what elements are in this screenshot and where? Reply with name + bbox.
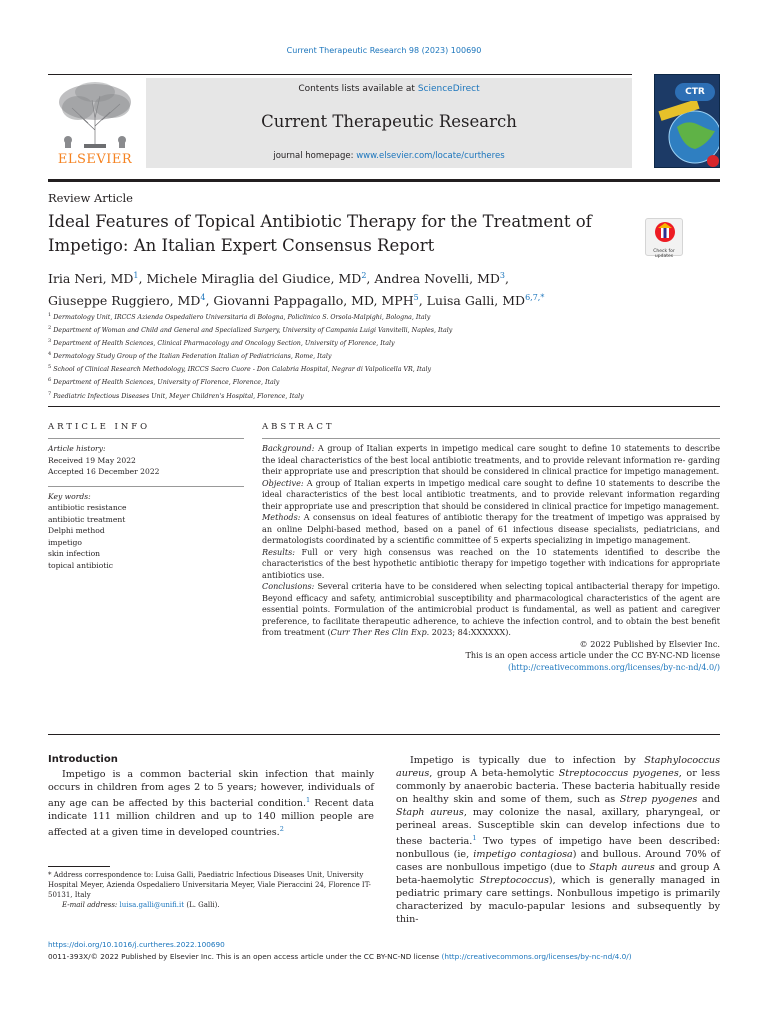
crossmark-icon <box>646 219 684 245</box>
body-text: Two types of impetigo have been described: nonbullous (ie, <box>396 836 720 861</box>
journal-homepage-link[interactable]: www.elsevier.com/locate/curtheres <box>356 151 505 161</box>
doi-link[interactable]: https://doi.org/10.1016/j.curtheres.2022.100690 <box>48 940 225 949</box>
contents-line <box>146 84 632 94</box>
abstract-methods <box>262 512 720 547</box>
footer-license-link[interactable]: (http://creativecommons.org/licenses/by-nc-nd/4.0/) <box>441 952 632 961</box>
section-text: Several criteria have to be considered when selecting topical antibacterial therapy for impetigo. Beyond efficacy and safety, antimicrobial susceptibility and pharmacological characteristics of the agent are essential points. Formulation of the antimicrobial product is fundamental, as well as patient and caregiver preference, to facilitate therapeutic adherence, to achieve the infection control, and to obtain the best benefit from treatment ( <box>262 581 721 637</box>
affiliation-number: 7 <box>48 390 52 397</box>
body-text: , group A beta-hemolytic <box>429 768 559 779</box>
header-bottom-rule <box>48 179 720 182</box>
body-text: Impetigo is a common bacterial skin infection that mainly occurs in children from ages 2 to 5 years; however, individuals of any age can be affected by this bacterial condition. <box>48 769 374 810</box>
keyword-item: skin infection <box>48 549 101 558</box>
section-text: A group of Italian experts in impetigo medical care sought to define 10 statements to describe the ideal characteristics of the best local antibiotic treatments, and to provide relevant information regarding their appropriate use and prescription that should be considered in clinical practice for impetigo management. <box>262 477 720 511</box>
affiliation-number: 1 <box>48 312 52 318</box>
open-access-line: This is an open access article under the CC BY-NC-ND license <box>465 650 720 660</box>
abstract-background <box>262 443 720 478</box>
body-column-left <box>48 768 374 839</box>
author-list <box>48 266 688 310</box>
affiliation-text: Dermatology Study Group of the Italian Federation Italian of Pediatricians, Rome, Italy <box>53 353 332 361</box>
check-for-updates-button[interactable] <box>645 218 683 259</box>
reference-link[interactable]: 2 <box>279 825 284 834</box>
body-column-right <box>396 754 720 926</box>
author-separator: , <box>505 271 509 287</box>
author-0 <box>48 271 146 286</box>
author-separator: , <box>366 271 375 287</box>
license-text: 0011-393X/© 2022 Published by Elsevier Inc. This is an open access article under the CC BY-NC-ND license <box>48 952 442 961</box>
author-1 <box>146 271 374 286</box>
article-info-panel <box>48 436 244 571</box>
author-name: Iria Neri, MD <box>48 271 134 287</box>
affiliation-text: Department of Health Sciences, Clinical Pharmacology and Oncology Section, University of Florence, Italy <box>53 340 395 348</box>
species-name: Staph aureus <box>396 807 464 818</box>
author-name: Michele Miraglia del Giudice, MD <box>146 271 362 287</box>
keywords-label: Key words: <box>48 491 91 501</box>
correspondence-footnote <box>48 870 374 910</box>
journal-cover-image <box>654 74 720 168</box>
correspondence-address: * Address correspondence to: Luisa Galli, Paediatric Infectious Diseases Unit, University Hospital Meyer, Azienda Ospedaliero Universitaria Meyer, Viale Pieraccini 24, Florence IT-50131, Italy <box>48 871 371 899</box>
affiliation-number: 5 <box>48 364 52 371</box>
keyword-item: impetigo <box>48 537 82 547</box>
journal-homepage-line <box>146 151 632 161</box>
affiliation-item <box>48 362 720 375</box>
affiliation-item <box>48 323 720 336</box>
species-name: Streptococcus pyogenes <box>558 768 679 779</box>
species-name: Staph aureus <box>589 862 655 874</box>
copyright-line: © 2022 Published by Elsevier Inc. <box>579 638 720 649</box>
license-link-line <box>262 662 720 674</box>
reference-link[interactable]: 1 <box>472 834 477 842</box>
abstract-results <box>262 547 720 582</box>
affiliation-item <box>48 375 720 388</box>
article-title-line-2: Impetigo: An Italian Expert Consensus Report <box>48 236 435 255</box>
affiliation-item <box>48 389 720 402</box>
affiliation-number: 3 <box>48 338 52 345</box>
author-affiliation-ref[interactable]: 2 <box>361 271 367 280</box>
species-name: Strep pyogenes <box>619 794 698 805</box>
crossmark-label: Check for updates <box>653 249 675 259</box>
affiliation-text: Department of Woman and Child and General and Specialized Surgery, University of Campania Luigi Vanvitelli, Naples, Italy <box>53 327 453 335</box>
abstract-rule <box>262 438 720 439</box>
affiliation-text: Dermatology Unit, IRCCS Azienda Ospedaliero Universitaria di Bologna, Policlinico S. Orsola-Malpighi, Bologna, Italy <box>53 314 431 322</box>
accepted-date: Accepted 16 December 2022 <box>48 467 160 476</box>
body-text: , or less commonly by anaerobic bacteria. These bacteria habitually reside on healthy skin and some of them, such as <box>396 768 721 805</box>
section-text: 2023; 84:XXXXXX). <box>429 627 512 637</box>
author-separator: , <box>205 293 214 309</box>
footer-license <box>48 952 728 961</box>
author-affiliation-ref[interactable]: 4 <box>200 293 206 303</box>
correspondence-email <box>48 900 374 910</box>
abstract-objective <box>262 478 720 513</box>
license-link[interactable]: (http://creativecommons.org/licenses/by-nc-nd/4.0/) <box>507 661 720 672</box>
body-text: and <box>697 794 720 805</box>
introduction-heading: Introduction <box>48 754 118 765</box>
species-name: Staphylococcus aureus <box>396 755 720 779</box>
author-affiliation-ref[interactable]: 3 <box>499 271 506 280</box>
article-type: Review Article <box>48 191 133 205</box>
author-3 <box>48 293 213 308</box>
body-text: Impetigo is typically due to infection by <box>410 755 645 766</box>
affiliation-number: 6 <box>48 377 52 384</box>
info-rule <box>48 438 244 439</box>
section-text: A consensus on ideal features of antibiotic therapy for the treatment of impetigo was appraised by an online Delphi-based method, based on a panel of 61 infectious disease specialists, pediatricians, and dermatologists coordinated by a scientific committee of 5 experts specializing in impetigo management. <box>262 512 721 545</box>
author-name: Luisa Galli, MD <box>426 293 526 309</box>
author-2 <box>374 271 509 286</box>
cover-badge: CTR <box>675 83 715 101</box>
keyword-item: Delphi method <box>48 526 105 535</box>
received-date: Received 19 May 2022 <box>48 455 136 465</box>
article-title-line-1: Ideal Features of Topical Antibiotic Therapy for the Treatment of <box>48 212 592 231</box>
abstract-panel <box>262 436 720 673</box>
section-label: Conclusions: <box>262 581 315 591</box>
affiliation-list <box>48 310 720 402</box>
affiliation-item <box>48 310 720 323</box>
keyword-item: antibiotic resistance <box>48 503 127 512</box>
author-5 <box>427 293 545 308</box>
body-paragraph <box>48 768 374 839</box>
journal-citation[interactable]: Current Therapeutic Research 98 (2023) 100690 <box>286 46 482 55</box>
article-history-label: Article history: <box>48 444 106 453</box>
email-label: E-mail address: <box>62 901 118 909</box>
sciencedirect-link[interactable]: ScienceDirect <box>417 84 480 94</box>
affiliation-number: 4 <box>48 351 52 358</box>
term-italic: impetigo contagiosa <box>473 849 573 861</box>
section-text: A group of Italian experts in impetigo medical care sought to define 10 statements to describe the ideal characteristics of the best local antibiotic treatments, and to provide relevant information re- garding their appropriate use and prescription that should be considered in clinical practice for impetigo management. <box>262 443 721 476</box>
author-affiliation-ref[interactable]: 1 <box>133 271 139 280</box>
contents-prefix: Contents lists available at <box>298 84 418 94</box>
section-label: Objective: <box>262 477 304 488</box>
affiliation-number: 2 <box>48 325 52 332</box>
body-paragraph <box>396 754 720 926</box>
author-separator: , <box>418 293 427 309</box>
affiliation-text: Paediatric Infectious Diseases Unit, Meyer Children's Hospital, Florence, Italy <box>53 392 304 400</box>
body-text: , may colonize the nasal, axillary, pharyngeal, or perineal areas. Susceptible skin can develop infections due to these bacteria. <box>396 807 721 848</box>
body-text: ) and bullous. Around 70% of cases are nonbullous impetigo (due to <box>396 849 720 874</box>
info-rule <box>48 486 244 487</box>
species-name: Streptococcus <box>479 875 549 887</box>
email-tail: (L. Galli). <box>184 901 220 909</box>
author-separator: , <box>138 271 147 287</box>
homepage-prefix: journal homepage: <box>273 151 357 161</box>
abstract-conclusions <box>262 581 720 639</box>
affiliation-item <box>48 336 720 349</box>
affiliation-text: School of Clinical Research Methodology, IRCCS Sacro Cuore - Don Calabria Hospital, Negrar di Valpolicella VR, Italy <box>53 366 432 374</box>
section-label: Background: <box>262 443 315 453</box>
body-text: and group A beta-haemolytic <box>396 862 720 887</box>
author-name: Andrea Novelli, MD <box>374 271 500 287</box>
affiliation-text: Department of Health Sciences, University of Florence, Florence, Italy <box>53 379 280 387</box>
author-name: Giuseppe Ruggiero, MD <box>48 293 201 309</box>
keyword-item: topical antibiotic <box>48 560 114 570</box>
affiliation-item <box>48 349 720 362</box>
journal-masthead <box>146 78 632 168</box>
body-text: ), which is generally managed in pediatric primary care settings. Nonbullous impetigo is primarily characterized by maculo-papular lesions and subsequently by thin- <box>396 875 720 926</box>
section-label: Results: <box>262 546 295 557</box>
article-info-heading: ARTICLE INFO <box>48 422 151 432</box>
author-affiliation-ref[interactable]: 6,7,* <box>525 293 545 303</box>
abstract-heading: ABSTRACT <box>262 422 335 432</box>
section-rule <box>48 406 720 407</box>
author-name: Giovanni Pappagallo, MD, MPH <box>213 293 414 309</box>
header-top-rule <box>48 74 632 75</box>
article-title <box>48 210 608 258</box>
publisher-name: ELSEVIER <box>57 152 133 167</box>
body-text: Recent data indicate 111 million children and up to 140 million people are affected at a given time in developed countries. <box>48 798 374 839</box>
author-4 <box>213 293 426 308</box>
journal-title: Current Therapeutic Research <box>261 112 517 131</box>
author-affiliation-ref[interactable]: 5 <box>413 293 419 303</box>
footnote-rule <box>48 866 110 867</box>
section-text: Full or very high consensus was reached on the 10 statements identified to describe the characteristics of the best hypothetic antibiotic therapy for impetigo together with indications for appropriate antibiotics use. <box>262 546 720 580</box>
section-rule <box>48 734 720 735</box>
email-link[interactable]: luisa.galli@unifi.it <box>119 901 185 909</box>
journal-abbrev: Curr Ther Res Clin Exp. <box>330 627 430 637</box>
keyword-item: antibiotic treatment <box>48 514 126 524</box>
reference-link[interactable]: 1 <box>306 796 311 804</box>
section-label: Methods: <box>262 512 301 522</box>
